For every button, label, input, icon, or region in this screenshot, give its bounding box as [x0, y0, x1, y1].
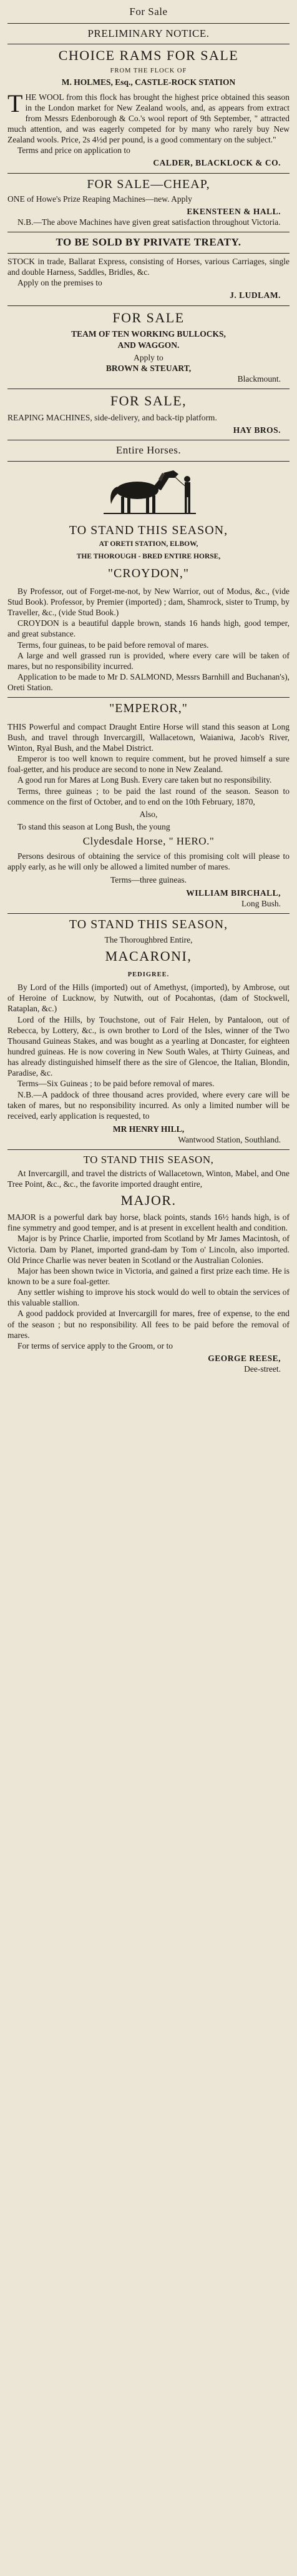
- ad-major: [7, 1153, 290, 1374]
- ad-paragraph: To stand this season at Long Bush, the young: [17, 821, 170, 831]
- divider: [7, 461, 290, 462]
- ad-subhead: AT ORETI STATION, ELBOW,: [99, 540, 198, 548]
- section-header-entire-horses: Entire Horses.: [115, 444, 182, 457]
- divider: [7, 913, 290, 914]
- ad-place: Wantwood Station, Southland.: [178, 1135, 281, 1145]
- ad-paragraph: Terms, four guineas, to be paid before removal of mares.: [17, 640, 209, 650]
- ad-heading: FOR SALE: [112, 309, 185, 325]
- ad-heading: TO STAND THIS SEASON,: [69, 523, 228, 537]
- divider: [7, 697, 290, 698]
- ad-body: REAPING MACHINES, side-delivery, and back-tip platform.: [7, 413, 217, 423]
- ad-reaping-machine: [7, 177, 290, 228]
- ad-subhead: FROM THE FLOCK OF: [110, 67, 187, 75]
- ad-terms: Terms—three guineas.: [110, 874, 187, 884]
- section-header-for-sale: For Sale: [129, 6, 168, 17]
- ad-paragraph: Any settler wishing to improve his stock would do well to obtain the services of this valuable stallion.: [7, 1287, 290, 1308]
- ad-heading: FOR SALE—CHEAP,: [87, 177, 210, 191]
- horse-illustration: [7, 465, 290, 517]
- ad-choice-rams: [7, 27, 290, 169]
- ad-heading: TO STAND THIS SEASON,: [69, 918, 228, 932]
- ad-paragraph: Major has been shown twice in Victoria, and gained a first prize each time. He is known to be a sure foal-getter.: [7, 1266, 290, 1286]
- ad-paragraph: Terms, three guineas ; to be paid the last round of the season. Season to commence on the first of October, and to end on the 10th February, 1870,: [7, 786, 290, 806]
- ad-intro: At Invercargill, and travel the districts of Wallacetown, Winton, Mabel, and One Tree Point, &c., &c., the favorite imported draught entire,: [7, 1168, 290, 1189]
- dropcap: T: [7, 89, 23, 117]
- ad-place: Dee-street.: [244, 1364, 281, 1374]
- horse-name: MACARONI,: [105, 948, 192, 964]
- ad-note: N.B.—The above Machines have given great satisfaction throughout Victoria.: [17, 217, 281, 227]
- ad-line: AND WAGGON.: [117, 340, 180, 350]
- ad-title: PRELIMINARY NOTICE.: [87, 27, 210, 39]
- ad-place: Blackmount.: [237, 374, 281, 384]
- ad-body: HE WOOL from this flock has brought the highest price obtained this season in the London market for New Zealand wools, and, as appears from extract from Messrs Edenborough & Co.'s wool report of 9th September, " attracted much attention, and was eagerly competed for by many who rarely buy New Zealand wools. Price, 2s 4½d per pound, is a good commentary on the subject.": [7, 92, 290, 145]
- ad-agent: WILLIAM BIRCHALL,: [186, 888, 281, 898]
- divider: [7, 305, 290, 306]
- ad-agent: HAY BROS.: [233, 425, 281, 435]
- ad-paragraph: Application to be made to Mr D. SALMOND, Messrs Barnhill and Buchanan's), Oreti Station.: [7, 672, 290, 693]
- ad-paragraph: For terms of service apply to the Groom, or to: [17, 1340, 173, 1350]
- ad-macaroni: [7, 917, 290, 1145]
- ad-also: Also,: [139, 809, 158, 819]
- horse-name: MAJOR.: [120, 1192, 177, 1209]
- ad-heading: CHOICE RAMS FOR SALE: [58, 47, 239, 64]
- ad-paragraph: Terms—Six Guineas ; to be paid before removal of mares.: [17, 1079, 215, 1089]
- ad-private-treaty: [7, 235, 290, 300]
- ad-pedigree-label: PEDIGREE.: [127, 971, 170, 978]
- ad-apply: Apply to: [134, 352, 163, 362]
- ad-bullocks: [7, 309, 290, 385]
- ad-subhead: The Thoroughbred Entire,: [104, 934, 193, 944]
- ad-paragraph: Persons desirous of obtaining the service of this promising colt will please to apply early, as he will only be allowed a limited number of mares.: [7, 851, 290, 871]
- ad-agent: CALDER, BLACKLOCK & CO.: [153, 158, 281, 168]
- ad-owner: M. HOLMES, Esq., CASTLE-ROCK STATION: [61, 77, 236, 87]
- ad-agent: J. LUDLAM.: [230, 290, 281, 300]
- ad-paragraph: Lord of the Hills, by Touchstone, out of Fair Helen, by Pantaloon, out of Rebecca, by Lottery, &c., is own brother to Lord of the Isles, winner of the Two Thousand Guineas Stakes, and was bought as a yearling at Doncaster, for eighteen hundred guineas. He is now covering in New South Wales, at Thirty Guineas, and has already distinguished himself there as the sire of Glencoe, the Italian, Blondin, Paradise, &c.: [7, 1014, 290, 1078]
- horse-name: "EMPEROR,": [109, 701, 188, 716]
- ad-agent: MR HENRY HILL,: [112, 1124, 185, 1134]
- ad-paragraph: Major is by Prince Charlie, imported from Scotland by Mr James Macintosh, of Victoria. Dam by Planet, imported grand-dam by Tom o' Lincoln, also imported. Old Prince Charlie was never beaten in Scotland or the Australian Colonies.: [7, 1234, 290, 1265]
- ad-line: TEAM OF TEN WORKING BULLOCKS,: [71, 329, 226, 339]
- horse-name: Clydesdale Horse, " HERO.": [82, 835, 215, 848]
- ad-heading: TO BE SOLD BY PRIVATE TREATY.: [56, 236, 241, 249]
- horse-and-groom-icon: [99, 465, 198, 517]
- ad-body: ONE of Howe's Prize Reaping Machines—new. Apply: [7, 194, 192, 204]
- divider: [7, 23, 290, 24]
- ad-heading: FOR SALE,: [110, 393, 187, 409]
- ad-reaping-machines: [7, 392, 290, 435]
- ad-emperor: [7, 701, 290, 909]
- ad-paragraph: THIS Powerful and compact Draught Entire Horse will stand this season at Long Bush, and travel through Invercargill, Wallacetown, Waianiwa, Jacob's River, Winton, Ryal Bush, and the Mabel District.: [7, 721, 290, 753]
- ad-agent: GEORGE REESE,: [208, 1353, 281, 1363]
- ad-paragraph: Emperor is too well known to require comment, but he proved himself a sure foal-getter, and his produce are second to none in New Zealand.: [7, 754, 290, 775]
- ad-paragraph: By Professor, out of Forget-me-not, by New Warrior, out of Modus, &c., (vide Stud Book). Professor, by Premier (imported) ; dam, Shamrock, sister to Trump, by Traveller, &c., (vide Stud Book.): [7, 586, 290, 618]
- ad-body: STOCK in trade, Ballarat Express, consisting of Horses, various Carriages, single and double Harness, Saddles, Bridles, &c.: [7, 256, 290, 277]
- ad-croydon: [7, 523, 290, 693]
- ad-paragraph: N.B.—A paddock of three thousand acres provided, where every care will be taken of mares, but no responsibility incurred. As only a limited number will be received, early application is requested, to: [7, 1089, 290, 1121]
- divider: [7, 1149, 290, 1150]
- divider: [7, 253, 290, 254]
- ad-paragraph: A large and well grassed run is provided, where every care will be taken of mares, but no responsibility incurred.: [7, 650, 290, 671]
- ad-terms: Terms and price on application to: [17, 146, 130, 156]
- ad-agent: EKENSTEEN & HALL.: [187, 207, 281, 217]
- ad-subhead: THE THOROUGH - BRED ENTIRE HORSE,: [76, 552, 221, 560]
- ad-place: Long Bush.: [241, 899, 281, 909]
- ad-paragraph: By Lord of the Hills (imported) out of Amethyst, (imported), by Ambrose, out of Heroine of Lucknow, by Nutwith, out of Pocahontas, (dam of Stockwell, Rataplan, &c.): [7, 983, 290, 1014]
- divider: [7, 173, 290, 174]
- horse-name: "CROYDON,": [107, 566, 190, 580]
- ad-paragraph: A good run for Mares at Long Bush. Every care taken but no responsibility.: [17, 775, 272, 785]
- ad-heading: TO STAND THIS SEASON,: [83, 1154, 214, 1166]
- ad-paragraph: A good paddock provided at Invercargill for mares, free of expense, to the end of the season ; but no responsibility. All fees to be paid before the removal of mares.: [7, 1309, 290, 1340]
- ad-paragraph: CROYDON is a beautiful dapple brown, stands 16 hands high, good temper, and great substance.: [7, 618, 290, 639]
- ad-agent: BROWN & STEUART,: [105, 363, 192, 373]
- ad-paragraph: MAJOR is a powerful dark bay horse, black points, stands 16½ hands high, is of fine symmetry and good temper, and is at present in excellent health and condition.: [7, 1212, 290, 1233]
- ad-apply: Apply on the premises to: [17, 278, 102, 288]
